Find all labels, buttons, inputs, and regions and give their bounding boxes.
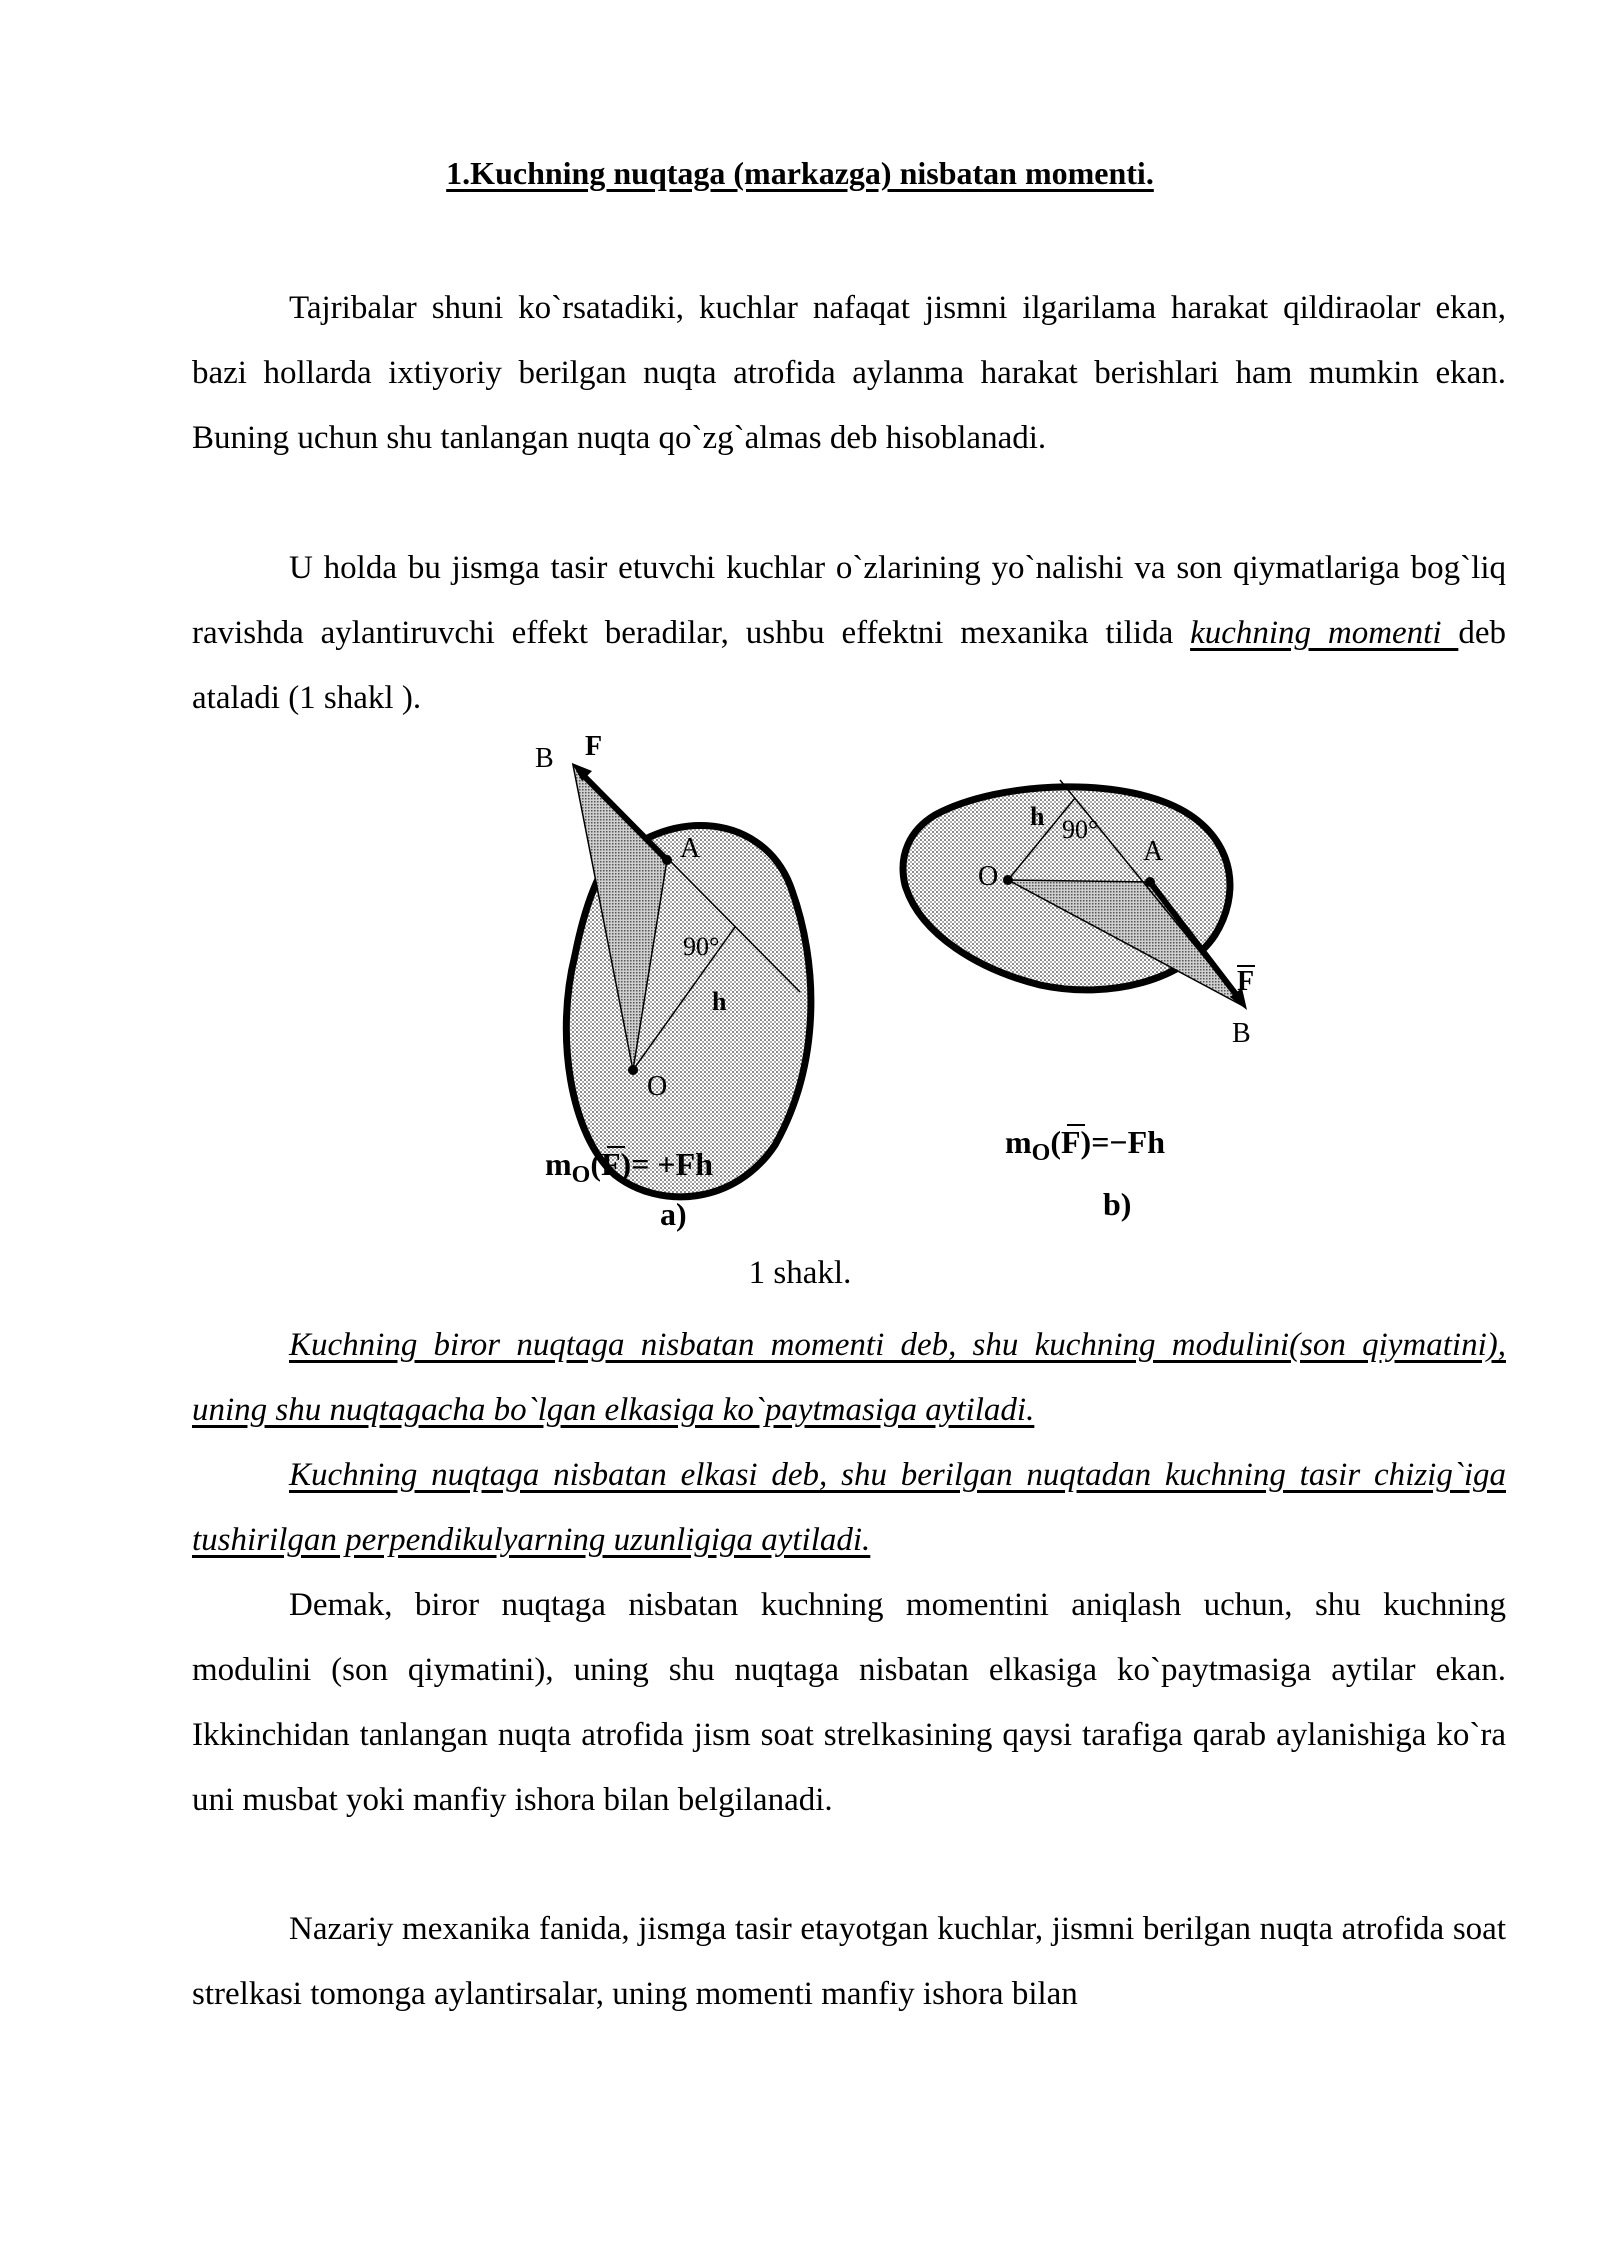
label-a-b: A: [1143, 836, 1164, 867]
point-o-a: [628, 1065, 638, 1075]
paragraph-moment-effect-before: U holda bu jismga tasir etuvchi kuchlar o`zlarining yo`nalishi va son qiymatlariga bog`liq ravishda aylantiruvchi effekt beradilar, ushbu effektni mexanika tilida: [192, 550, 1506, 651]
definition-arm: Kuchning nuqtaga nisbatan elkasi deb, shu berilgan nuqtadan kuchning tasir chizig`iga tushirilgan perpendikulyarning uzunligiga aytiladi.: [192, 1457, 1506, 1558]
panel-label-a: a): [660, 1196, 687, 1232]
term-kuchning-momenti: kuchning momenti: [1190, 615, 1459, 651]
point-o-b: [1003, 875, 1013, 885]
label-a-a: A: [680, 833, 701, 864]
label-b-b: B: [1232, 1018, 1251, 1049]
formula-b: $m_O(F)=-Fh$: [1005, 1124, 1165, 1166]
paragraph-conclusion: Demak, biror nuqtaga nisbatan kuchning momentini aniqlash uchun, shu kuchning modulini (son qiymatini), uning shu nuqtaga nisbatan elkasiga ko`paytmasiga aytilar ekan. Ikkinchidan tanlangan nuqta atrofida jism soat strelkasining qaysi tarafiga qarab aylanishiga ko`ra uni musbat yoki manfiy ishora bilan belgilanadi.: [192, 1587, 1506, 1818]
paragraph-sign-rule: Nazariy mexanika fanida, jismga tasir etayotgan kuchlar, jismni berilgan nuqta atrofida soat strelkasi tomonga aylantirsalar, uning momenti manfiy ishora bilan: [192, 1911, 1506, 2012]
paragraph-moment-effect: [192, 536, 1506, 731]
formula-a: $m_O(F)= +Fh$: [545, 1146, 713, 1188]
label-h-a: h: [712, 987, 727, 1016]
panel-label-b: b): [1103, 1186, 1132, 1222]
paragraph-moment-effect-after: deb ataladi (1 shakl ).: [192, 615, 1506, 716]
point-a-a: [662, 855, 672, 865]
label-b-a: B: [535, 743, 554, 774]
figure-panel-b: [903, 780, 1255, 1222]
label-f-a: F: [585, 735, 603, 762]
page-title: 1.Kuchning nuqtaga (markazga) nisbatan momenti.: [446, 155, 1154, 191]
label-angle-a: 90°: [683, 932, 720, 961]
figure-caption: 1 shakl.: [748, 1255, 852, 1291]
definition-moment: Kuchning biror nuqtaga nisbatan momenti deb, shu kuchning modulini(son qiymatini), uning shu nuqtagacha bo`lgan elkasiga ko`paytmasiga aytiladi.: [192, 1327, 1506, 1428]
figure-panel-a: [535, 735, 811, 1232]
point-a-b: [1145, 877, 1155, 887]
label-h-b: h: [1030, 802, 1045, 831]
figure-svg: [0, 735, 1600, 1275]
paragraph-intro: Tajribalar shuni ko`rsatadiki, kuchlar nafaqat jismni ilgarilama harakat qildiraolar ekan, bazi hollarda ixtiyoriy berilgan nuqta atrofida aylanma harakat berishlari ham mumkin ekan. Buning uchun shu tanlangan nuqta qo`zg`almas deb hisoblanadi.: [192, 290, 1506, 456]
label-f-b: F: [1237, 966, 1255, 997]
figure-1: [0, 735, 1600, 1275]
label-o-b: O: [978, 861, 999, 892]
label-o-a: O: [647, 1071, 668, 1102]
label-angle-b: 90°: [1062, 815, 1099, 844]
